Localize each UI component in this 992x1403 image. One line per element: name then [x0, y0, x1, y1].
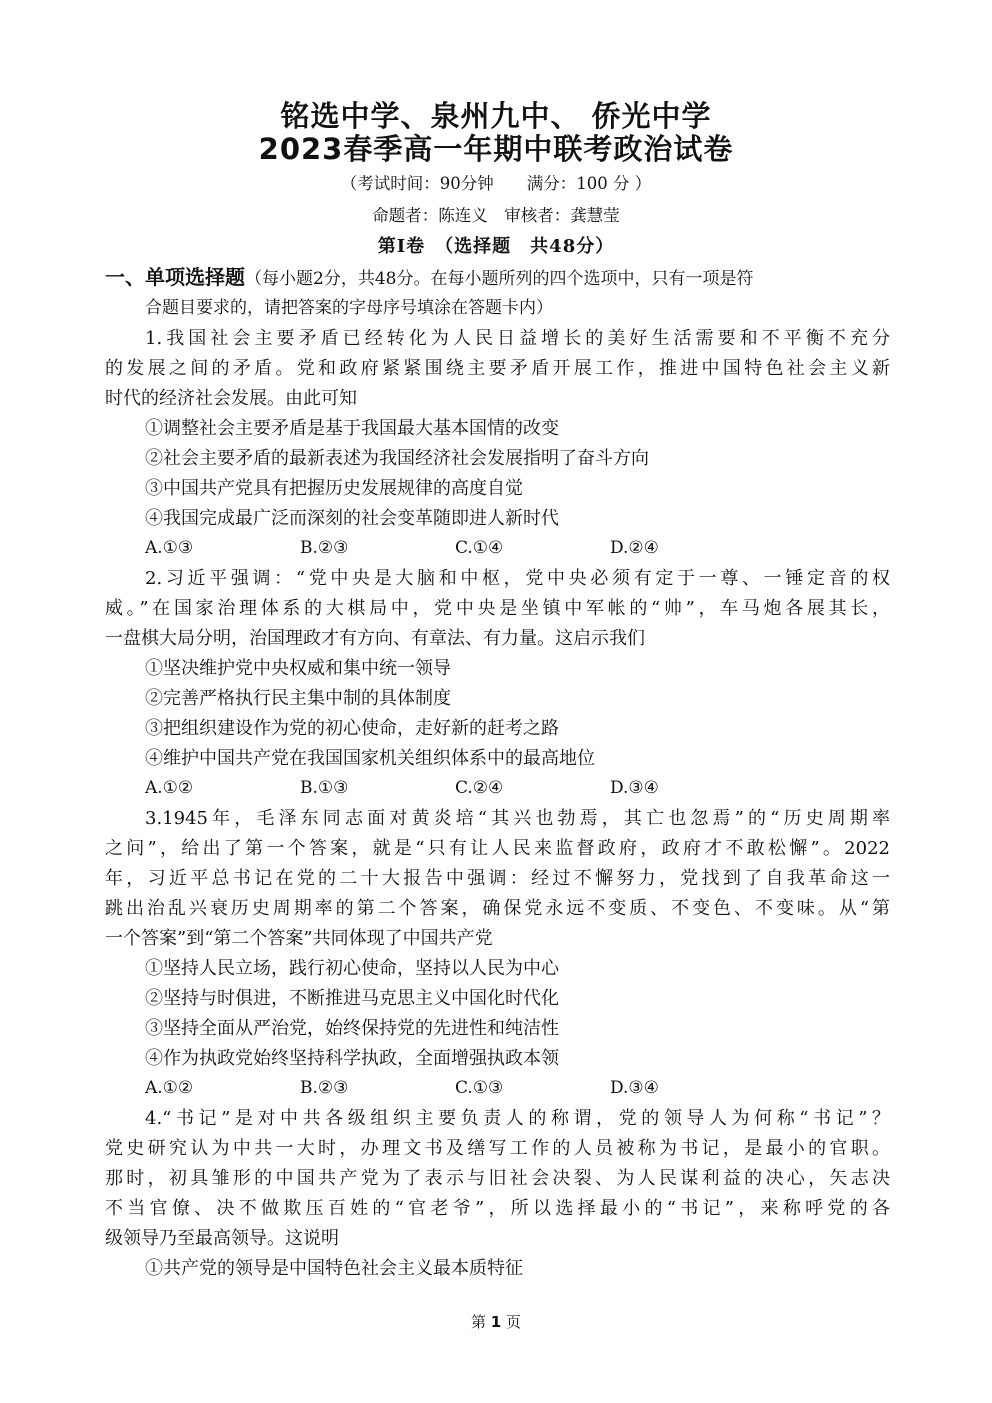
q3-option-c: C.①③	[455, 1078, 504, 1098]
q3-stem-line: 年，习近平总书记在党的二十大报告中强调：经过不懈努力，党找到了自我革命这一	[105, 868, 890, 889]
title-schools: 铭选中学、泉州九中、 侨光中学	[280, 99, 712, 133]
exam-info: （考试时间：90分钟 满分：100 分 ）	[340, 174, 652, 193]
q3-option-b: B.②③	[300, 1078, 349, 1098]
q2-option-d: D.③④	[610, 778, 659, 798]
q1-option-a: A.①③	[145, 538, 194, 558]
q3-item: ④作为执政党始终坚持科学执政，全面增强执政本领	[145, 1048, 559, 1069]
part-instruction-cont: 合题目要求的，请把答案的字母序号填涂在答题卡内）	[145, 298, 553, 318]
q3-stem-line: 3.1945年，毛泽东同志面对黄炎培“其兴也勃焉，其亡也忽焉”的“历史周期率	[145, 808, 890, 829]
q2-item: ②完善严格执行民主集中制的具体制度	[145, 688, 451, 709]
q3-item: ①坚持人民立场，践行初心使命，坚持以人民为中心	[145, 958, 559, 979]
q1-item: ②社会主要矛盾的最新表述为我国经济社会发展指明了奋斗方向	[145, 448, 649, 469]
title-exam: 2023春季高一年期中联考政治试卷	[258, 132, 734, 166]
q1-item: ③中国共产党具有把握历史发展规律的高度自觉	[145, 478, 523, 499]
authors-line: 命题者：陈连义 审核者：龚慧莹	[372, 206, 620, 225]
q2-option-a: A.①②	[145, 778, 194, 798]
q2-item: ④维护中国共产党在我国国家机关组织体系中的最高地位	[145, 748, 595, 769]
q4-stem-line: 4.“书记”是对中共各级组织主要负责人的称谓，党的领导人为何称“书记”？	[145, 1108, 890, 1129]
q4-stem-line: 级领导乃至最高领导。这说明	[105, 1228, 339, 1249]
q2-option-b: B.①③	[300, 778, 349, 798]
q4-stem-line: 那时，初具雏形的中国共产党为了表示与旧社会决裂、为人民谋利益的决心，矢志决	[105, 1168, 890, 1189]
footer-prefix: 第	[471, 1313, 491, 1331]
q3-stem-line: 跳出治乱兴衰历史周期率的第二个答案，确保党永远不变质、不变色、不变味。从“第	[105, 898, 890, 919]
q3-stem-line: 之问”，给出了第一个答案，就是“只有让人民来监督政府，政府才不敢松懈”。2022	[105, 838, 890, 859]
footer-suffix: 页	[501, 1313, 521, 1331]
q2-stem-line: 2.习近平强调：“党中央是大脑和中枢，党中央必须有定于一尊、一锤定音的权	[145, 568, 890, 589]
q3-option-d: D.③④	[610, 1078, 659, 1098]
q2-stem-line: 威。”在国家治理体系的大棋局中，党中央是坐镇中军帐的“帅”，车马炮各展其长，	[105, 598, 890, 619]
q1-option-d: D.②④	[610, 538, 659, 558]
part-instruction: （每小题2分，共48分。在每小题所列的四个选项中，只有一项是符	[245, 269, 754, 289]
q1-option-c: C.①④	[455, 538, 504, 558]
part-heading: 一、单项选择题	[105, 265, 245, 289]
q4-stem-line: 不当官僚、决不做欺压百姓的“官老爷”，所以选择最小的“书记”，来称呼党的各	[105, 1198, 890, 1219]
q3-option-a: A.①②	[145, 1078, 194, 1098]
part-heading-line	[105, 266, 753, 290]
section-title: 第Ⅰ卷 （选择题 共48分）	[377, 236, 615, 257]
q4-stem-line: 党史研究认为中共一大时，办理文书及缮写工作的人员被称为书记，是最小的官职。	[105, 1138, 890, 1159]
q1-stem-line: 1.我国社会主要矛盾已经转化为人民日益增长的美好生活需要和不平衡不充分	[145, 328, 890, 349]
q1-item: ①调整社会主要矛盾是基于我国最大基本国情的改变	[145, 418, 559, 439]
page-number: 1	[490, 1313, 502, 1331]
q1-item: ④我国完成最广泛而深刻的社会变革随即进人新时代	[145, 508, 559, 529]
q4-item: ①共产党的领导是中国特色社会主义最本质特征	[145, 1258, 523, 1279]
q1-stem-line: 时代的经济社会发展。由此可知	[105, 388, 357, 409]
q3-item: ③坚持全面从严治党，始终保持党的先进性和纯洁性	[145, 1018, 559, 1039]
q1-stem-line: 的发展之间的矛盾。党和政府紧紧围绕主要矛盾开展工作，推进中国特色社会主义新	[105, 358, 890, 379]
q2-stem-line: 一盘棋大局分明，治国理政才有方向、有章法、有力量。这启示我们	[105, 628, 645, 649]
q2-option-c: C.②④	[455, 778, 504, 798]
q3-stem-line: 一个答案”到“第二个答案”共同体现了中国共产党	[105, 928, 493, 949]
page-footer	[0, 1311, 992, 1332]
q2-item: ①坚决维护党中央权威和集中统一领导	[145, 658, 451, 679]
q3-item: ②坚持与时俱进，不断推进马克思主义中国化时代化	[145, 988, 559, 1009]
q2-item: ③把组织建设作为党的初心使命，走好新的赶考之路	[145, 718, 559, 739]
q1-option-b: B.②③	[300, 538, 349, 558]
